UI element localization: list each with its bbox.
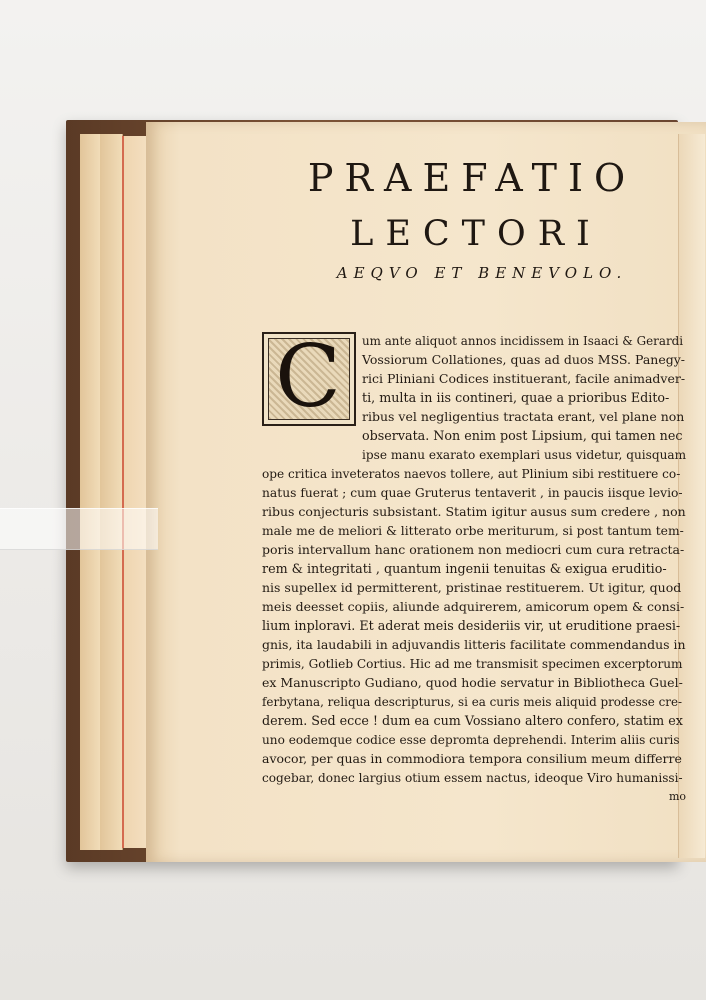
text-line: primis, Gotlieb Cortius. Hic ad me transmisit specimen excerptorum bbox=[262, 657, 683, 671]
page-stack bbox=[80, 134, 101, 850]
text-line: ferbytana, reliqua descripturus, si ea curis meis aliquid prodesse cre- bbox=[262, 695, 682, 709]
text-line: ribus conjecturis subsistant. Statim igitur ausus sum credere , non bbox=[262, 504, 686, 519]
text-line: um ante aliquot annos incidissem in Isaaci & Gerardi bbox=[362, 334, 684, 348]
text-line: ex Manuscripto Gudiano, quod hodie servatur in Bibliotheca Guel- bbox=[262, 675, 683, 690]
text-line: male me de meliori & litterato orbe meriturum, si post tantum tem- bbox=[262, 524, 684, 538]
text-line: Vossiorum Collationes, quas ad duos MSS. Panegy- bbox=[362, 352, 686, 367]
text-line: natus fuerat ; cum quae Gruterus tentaverit , in paucis iisque levio- bbox=[262, 486, 683, 500]
text-line: avocor, per quas in commodiora tempora consilium meum differre bbox=[262, 751, 682, 766]
text-line: uno eodemque codice esse depromta deprehendi. Interim aliis curis bbox=[262, 733, 680, 747]
text-line: ope critica inveteratos naevos tollere, aut Plinium sibi restituere co- bbox=[262, 467, 681, 481]
text-line: rici Pliniani Codices instituerant, facile animadver- bbox=[362, 371, 686, 386]
text-line: lium inploravi. Et aderat meis desideriis vir, ut eruditione praesi- bbox=[262, 618, 681, 633]
text-line: ribus vel negligentius tractata erant, vel plane non bbox=[362, 409, 685, 424]
text-line: derem. Sed ecce ! dum ea cum Vossiano altero confero, statim ex bbox=[262, 713, 683, 728]
text-line: ti, multa in iis contineri, quae a prioribus Edito- bbox=[362, 390, 670, 405]
page-stack bbox=[100, 134, 123, 850]
page-title: PRAEFATIO bbox=[307, 156, 637, 200]
text-line: rem & integritati , quantum ingenii tenuitas & exigua eruditio- bbox=[262, 561, 667, 576]
text-line: poris intervallum hanc orationem non mediocri cum cura retracta- bbox=[262, 542, 685, 557]
page-text bbox=[262, 156, 692, 803]
decorated-initial bbox=[262, 327, 356, 427]
text-line: cogebar, donec largius otium essem nactus, ideoque Viro humanissi- bbox=[262, 771, 683, 785]
text-line: ipse manu exarato exemplari usus videtur, quisquam bbox=[362, 448, 687, 462]
text-line: meis deesset copiis, aliunde adquirerem, amicorum opem & consi- bbox=[262, 599, 685, 614]
text-line: gnis, ita laudabili in adjuvandis litteris facilitate commendandus in bbox=[262, 637, 686, 652]
text-line: nis supellex id permitterent, pristinae restituerem. Ut igitur, quod bbox=[262, 580, 682, 595]
page-dedication: AEQVO ET BENEVOLO. bbox=[336, 264, 628, 282]
catchword: mo bbox=[668, 790, 686, 803]
initial-letter: C bbox=[275, 327, 341, 427]
clear-tape-strip bbox=[0, 508, 158, 550]
text-line: observata. Non enim post Lipsium, qui tamen nec bbox=[362, 428, 683, 443]
page-subtitle: LECTORI bbox=[350, 214, 602, 254]
